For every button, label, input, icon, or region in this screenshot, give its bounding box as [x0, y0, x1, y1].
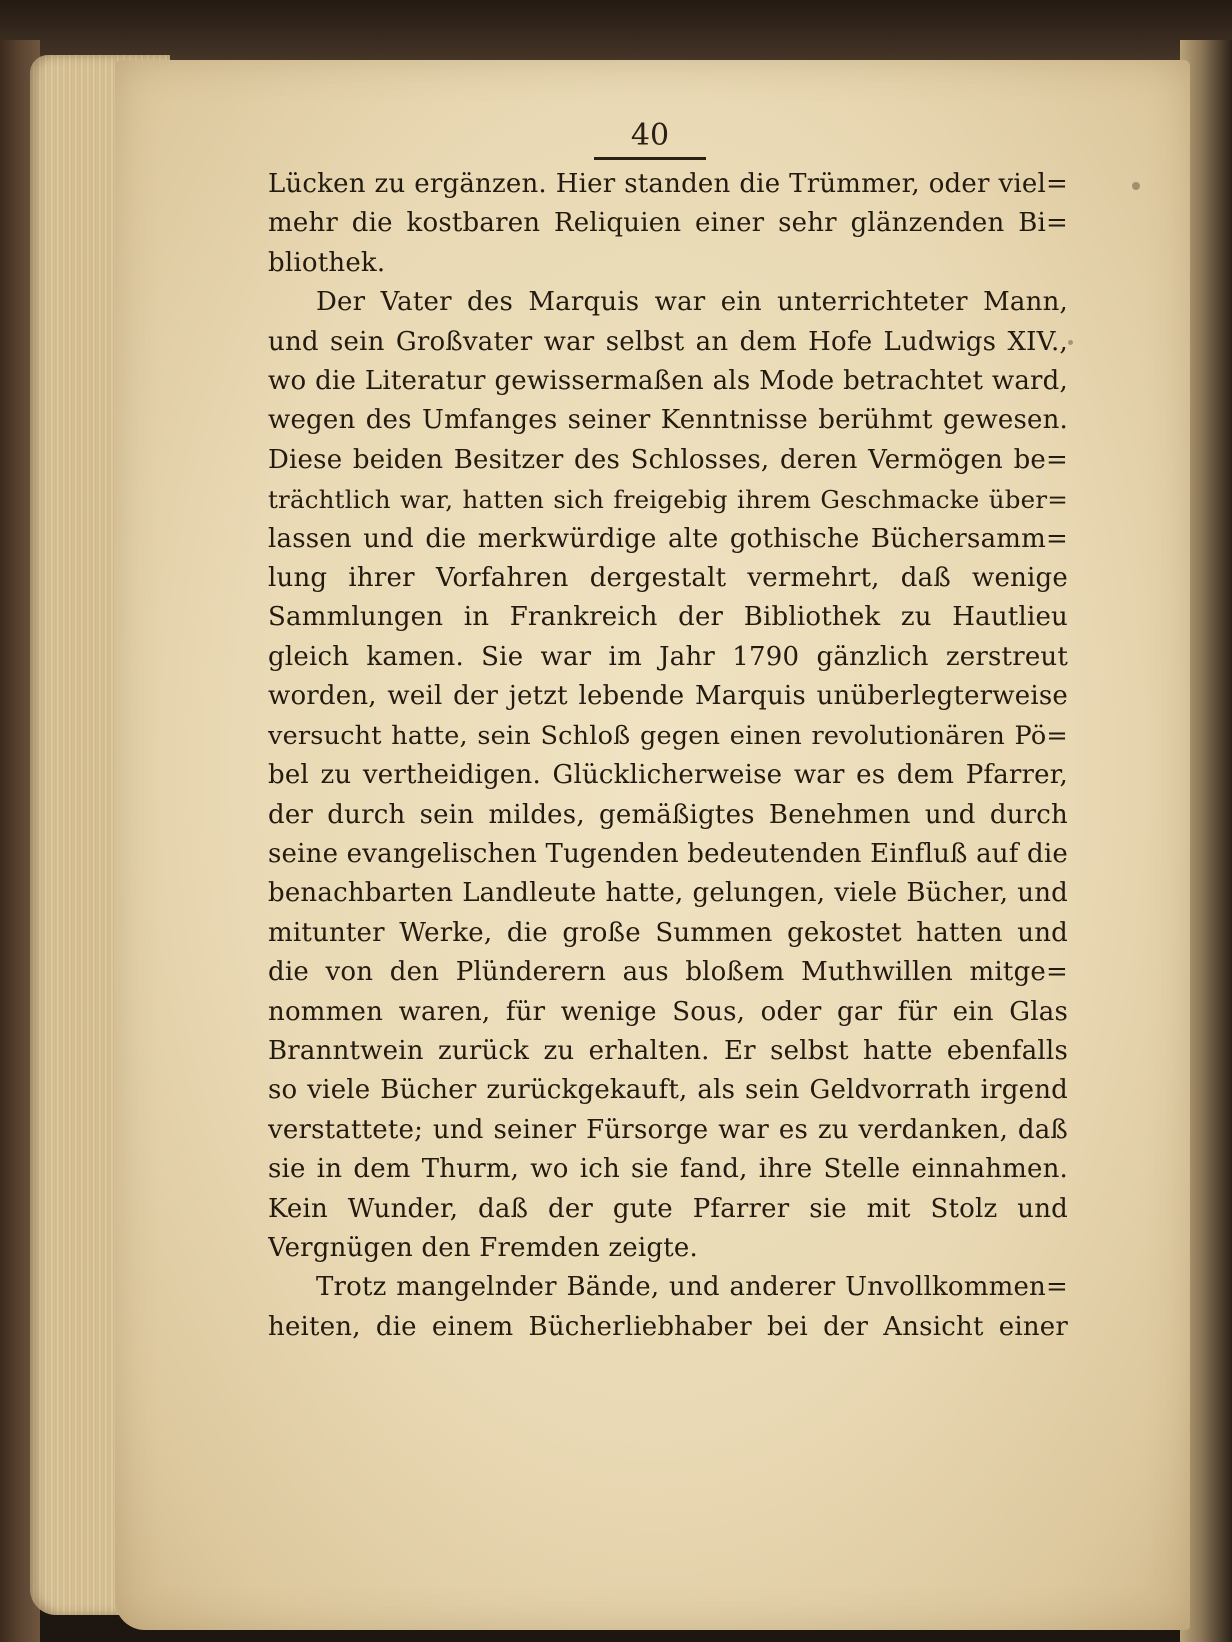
text-line: versucht hatte, sein Schloß gegen einen revolutionären Pö= [268, 720, 1068, 751]
text-line: lung ihrer Vorfahren dergestalt vermehrt, daß wenige [268, 563, 1068, 594]
paper-speck [1132, 182, 1140, 190]
text-line: wo die Literatur gewissermaßen als Mode betrachtet ward, [268, 366, 1068, 397]
text-line: bliothek. [268, 247, 386, 278]
text-line: heiten, die einem Bücherliebhaber bei der Ansicht einer [268, 1311, 1068, 1342]
text-line: Trotz mangelnder Bände, und anderer Unvollkommen= [316, 1272, 1068, 1303]
page-number-rule [594, 157, 706, 160]
text-line: gleich kamen. Sie war im Jahr 1790 gänzlich zerstreut [268, 641, 1068, 672]
text-line: und sein Großvater war selbst an dem Hofe Ludwigs XIV., [268, 326, 1068, 357]
text-line: seine evangelischen Tugenden bedeutenden Einfluß auf die [268, 838, 1068, 869]
text-line: Diese beiden Besitzer des Schlosses, deren Vermögen be= [268, 444, 1068, 475]
text-line: Vergnügen den Fremden zeigte. [268, 1232, 698, 1263]
text-line: mehr die kostbaren Reliquien einer sehr glänzenden Bi= [268, 208, 1068, 239]
text-line: benachbarten Landleute hatte, gelungen, viele Bücher, und [268, 878, 1068, 909]
text-line: die von den Plünderern aus bloßem Muthwillen mitge= [268, 957, 1068, 988]
text-line: Kein Wunder, daß der gute Pfarrer sie mit Stolz und [268, 1193, 1068, 1224]
text-line: sie in dem Thurm, wo ich sie fand, ihre Stelle einnahmen. [268, 1154, 1068, 1185]
text-line: worden, weil der jetzt lebende Marquis unüberlegterweise [268, 681, 1068, 712]
text-line: bel zu vertheidigen. Glücklicherweise war es dem Pfarrer, [268, 760, 1068, 791]
text-line: Sammlungen in Frankreich der Bibliothek zu Hautlieu [268, 602, 1068, 633]
text-line: mitunter Werke, die große Summen gekostet hatten und [268, 917, 1068, 948]
text-line: nommen waren, für wenige Sous, oder gar für ein Glas [268, 996, 1068, 1027]
paper-speck [1068, 340, 1073, 345]
page-number: 40 [630, 118, 670, 153]
text-line: verstattete; und seiner Fürsorge war es zu verdanken, daß [268, 1114, 1068, 1145]
text-line: trächtlich war, hatten sich freigebig ihrem Geschmacke über= [268, 485, 1068, 515]
text-line: lassen und die merkwürdige alte gothische Büchersamm= [268, 523, 1068, 554]
text-line: Branntwein zurück zu erhalten. Er selbst hatte ebenfalls [268, 1035, 1068, 1066]
text-line: wegen des Umfanges seiner Kenntnisse berühmt gewesen. [268, 405, 1068, 436]
text-line: Der Vater des Marquis war ein unterrichteter Mann, [316, 287, 1068, 318]
text-line: der durch sein mildes, gemäßigtes Benehmen und durch [268, 799, 1068, 830]
page-body-text [268, 165, 1068, 1347]
text-line: Lücken zu ergänzen. Hier standen die Trümmer, oder viel= [268, 169, 1068, 199]
text-line: so viele Bücher zurückgekauft, als sein Geldvorrath irgend [268, 1075, 1068, 1106]
